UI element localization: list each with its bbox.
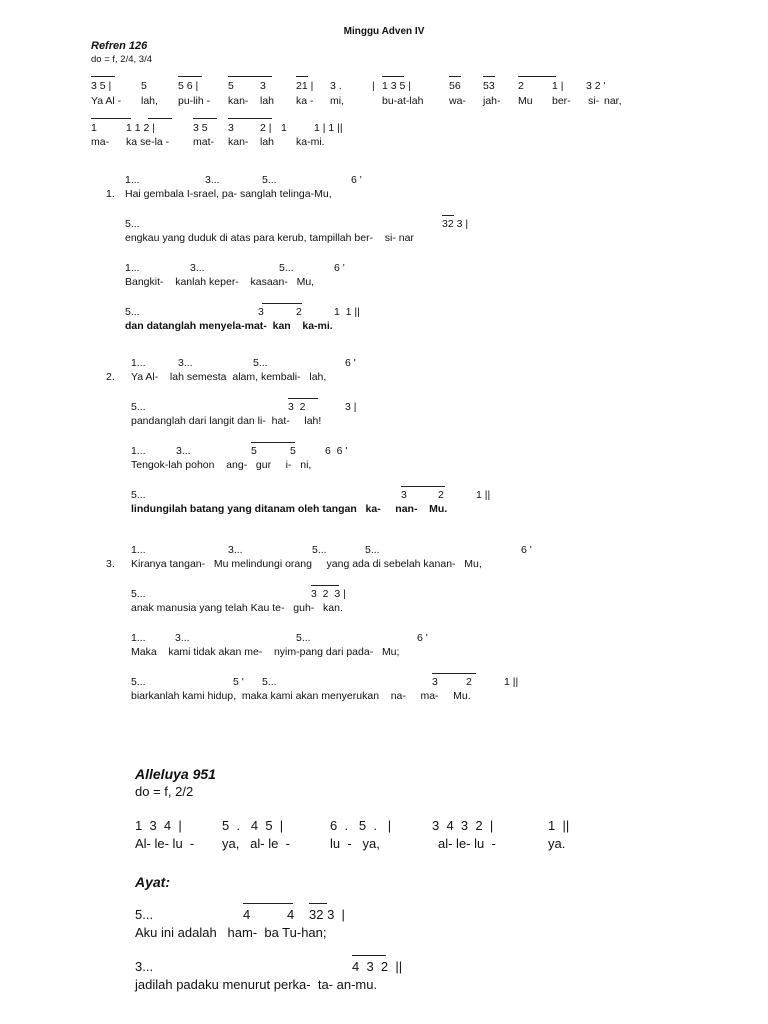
refren-note: 3 .	[330, 80, 342, 92]
refren-note: 1 1 2 |	[126, 122, 155, 134]
ayat-note: 4	[287, 907, 295, 922]
verse-note: 1 1 ||	[334, 306, 360, 318]
refren-lyric: ma-	[91, 136, 110, 148]
verse-note: 5...	[296, 632, 311, 644]
refren-lyric: jah-	[483, 95, 501, 107]
verse-text: lindungilah batang yang ditanam oleh tangan ka- nan- Mu.	[131, 503, 448, 515]
refren-lyric: ka se-la -	[126, 136, 170, 148]
refren-note: 1 | 1 ||	[314, 122, 343, 134]
ayat-note: 4 3 2 ||	[352, 959, 403, 974]
verse-text: Bangkit- kanlah keper- kasaan- Mu,	[125, 276, 315, 288]
verse-note: 3...	[190, 262, 205, 274]
alleluya-note: 1 ||	[548, 818, 570, 833]
verse-note: 5...	[131, 588, 146, 600]
alleluya-lyric: ya.	[548, 836, 566, 851]
refren-note: 2	[518, 80, 524, 92]
verse-note: 5...	[365, 544, 380, 556]
refren-note: 3 2 '	[586, 80, 606, 92]
refren-note: 5	[228, 80, 234, 92]
verse-text: anak manusia yang telah Kau te- guh- kan.	[131, 602, 343, 614]
refren-note: |	[372, 80, 375, 92]
ayat-note: 3...	[135, 959, 154, 974]
verse-text: Maka kami tidak akan me- nyim-pang dari pada- Mu;	[131, 646, 400, 658]
refren-lyric: mi,	[330, 95, 344, 107]
alleluya-lyric: Al- le- lu -	[135, 836, 195, 851]
refren-lyric: nar,	[604, 95, 622, 107]
verse-note: 5...	[262, 174, 277, 186]
ayat-line1-text: Aku ini adalah ham- ba Tu-han;	[135, 925, 327, 940]
refren-lyric: lah	[260, 136, 275, 148]
verse-note: 1...	[131, 357, 146, 369]
verse-note: 3	[401, 489, 407, 501]
refren-note: 1	[281, 122, 287, 134]
refren-note: 53	[483, 80, 495, 92]
verse-note: 1...	[131, 445, 146, 457]
verse-note: 6 '	[334, 262, 345, 274]
refren-lyric: bu-at-lah	[382, 95, 424, 107]
verse-note: 6 '	[345, 357, 356, 369]
ayat-line2-text: jadilah padaku menurut perka- ta- an-mu.	[135, 977, 378, 992]
verse-note: 5...	[312, 544, 327, 556]
verse-note: 3	[432, 676, 438, 688]
alleluya-key: do = f, 2/2	[135, 784, 194, 799]
refren-lyric: wa-	[449, 95, 466, 107]
refren-note: 1	[91, 122, 97, 134]
verse-note: 5...	[253, 357, 268, 369]
refren-note: 1 |	[552, 80, 564, 92]
ayat-note: 4	[243, 907, 251, 922]
refren-lyric: ka-mi.	[296, 136, 325, 148]
refren-lyric: lah,	[141, 95, 158, 107]
alleluya-note: 1 3 4 |	[135, 818, 182, 833]
ayat-title: Ayat:	[135, 874, 171, 890]
verse-note: 3...	[178, 357, 193, 369]
verse-note: 5...	[125, 218, 140, 230]
verse-note: 32 3 |	[442, 218, 469, 230]
verse-note: 1...	[125, 174, 140, 186]
refren-lyric: Mu	[518, 95, 533, 107]
verse-note: 6 '	[351, 174, 362, 186]
refren-lyric: ka -	[296, 95, 314, 107]
verse-text: engkau yang duduk di atas para kerub, tampillah ber- si- nar	[125, 232, 414, 244]
verse-note: 5...	[279, 262, 294, 274]
verse-note: 2	[438, 489, 444, 501]
verse-note: 2	[466, 676, 472, 688]
verse-note: 6 6 '	[325, 445, 348, 457]
ayat-note: 32 3 |	[309, 907, 345, 922]
verse-note: 5...	[131, 676, 146, 688]
verse-note: 6 '	[417, 632, 428, 644]
refren-lyric: lah	[260, 95, 275, 107]
verse-note: 5	[251, 445, 257, 457]
alleluya-lyric: al- le- lu -	[438, 836, 496, 851]
refren-note: 3 5 |	[91, 80, 112, 92]
page-title: Minggu Adven IV	[343, 26, 425, 37]
verse-text: Hai gembala I-srael, pa- sanglah telinga-Mu,	[125, 188, 332, 200]
refren-note: 3	[228, 122, 234, 134]
ayat-note: 5...	[135, 907, 154, 922]
refren-lyric: kan-	[228, 95, 249, 107]
verse-number: 1.	[106, 188, 115, 200]
refren-note: 1 3 5 |	[382, 80, 411, 92]
verse-note: 3	[258, 306, 264, 318]
alleluya-lyric: ya, al- le -	[222, 836, 290, 851]
alleluya-note: 5 . 4 5 |	[222, 818, 284, 833]
verse-note: 3...	[175, 632, 190, 644]
refren-lyric: mat-	[193, 136, 214, 148]
verse-note: 2	[296, 306, 302, 318]
verse-note: 3...	[228, 544, 243, 556]
verse-note: 1...	[125, 262, 140, 274]
verse-note: 3...	[176, 445, 191, 457]
verse-note: 5...	[262, 676, 277, 688]
refren-key: do = f, 2/4, 3/4	[91, 54, 153, 65]
verse-text: biarkanlah kami hidup, maka kami akan menyerukan na- ma- Mu.	[131, 690, 471, 702]
refren-note: 3	[260, 80, 266, 92]
refren-note: 21 |	[296, 80, 314, 92]
verse-text: dan datanglah menyela-mat- kan ka-mi.	[125, 320, 333, 332]
refren-note: 5 6 |	[178, 80, 199, 92]
verse-text: Kiranya tangan- Mu melindungi orang yang ada di sebelah kanan- Mu,	[131, 558, 482, 570]
refren-note: 2 |	[260, 122, 272, 134]
verse-note: 5...	[125, 306, 140, 318]
verse-number: 3.	[106, 558, 115, 570]
refren-lyric: si-	[588, 95, 600, 107]
alleluya-note: 6 . 5 . |	[330, 818, 392, 833]
verse-text: pandanglah dari langit dan li- hat- lah!	[131, 415, 322, 427]
alleluya-note: 3 4 3 2 |	[432, 818, 494, 833]
refren-lyric: kan-	[228, 136, 249, 148]
refren-note: 5	[141, 80, 147, 92]
refren-note: 56	[449, 80, 461, 92]
refren-lyric: pu-lih -	[178, 95, 211, 107]
verse-note: 5	[290, 445, 296, 457]
refren-lyric: ber-	[552, 95, 571, 107]
verse-note: 1 ||	[504, 676, 519, 688]
verse-note: 6 '	[521, 544, 532, 556]
verse-number: 2.	[106, 371, 115, 383]
verse-note: 3 2 3 |	[311, 588, 346, 600]
refren-title: Refren 126	[91, 40, 148, 52]
verse-note: 5...	[131, 401, 146, 413]
verse-note: 1...	[131, 632, 146, 644]
alleluya-title: Alleluya 951	[135, 766, 216, 782]
verse-note: 1 ||	[476, 489, 491, 501]
verse-note: 5 '	[233, 676, 244, 688]
verse-note: 3...	[205, 174, 220, 186]
refren-lyric: Ya Al -	[91, 95, 122, 107]
verse-note: 1...	[131, 544, 146, 556]
verse-note: 3 2	[288, 401, 306, 413]
verse-note: 5...	[131, 489, 146, 501]
alleluya-lyric: lu - ya,	[330, 836, 380, 851]
verse-text: Tengok-lah pohon ang- gur i- ni,	[131, 459, 312, 471]
verse-note: 3 |	[345, 401, 357, 413]
refren-note: 3 5	[193, 122, 208, 134]
verse-text: Ya Al- lah semesta alam, kembali- lah,	[131, 371, 327, 383]
